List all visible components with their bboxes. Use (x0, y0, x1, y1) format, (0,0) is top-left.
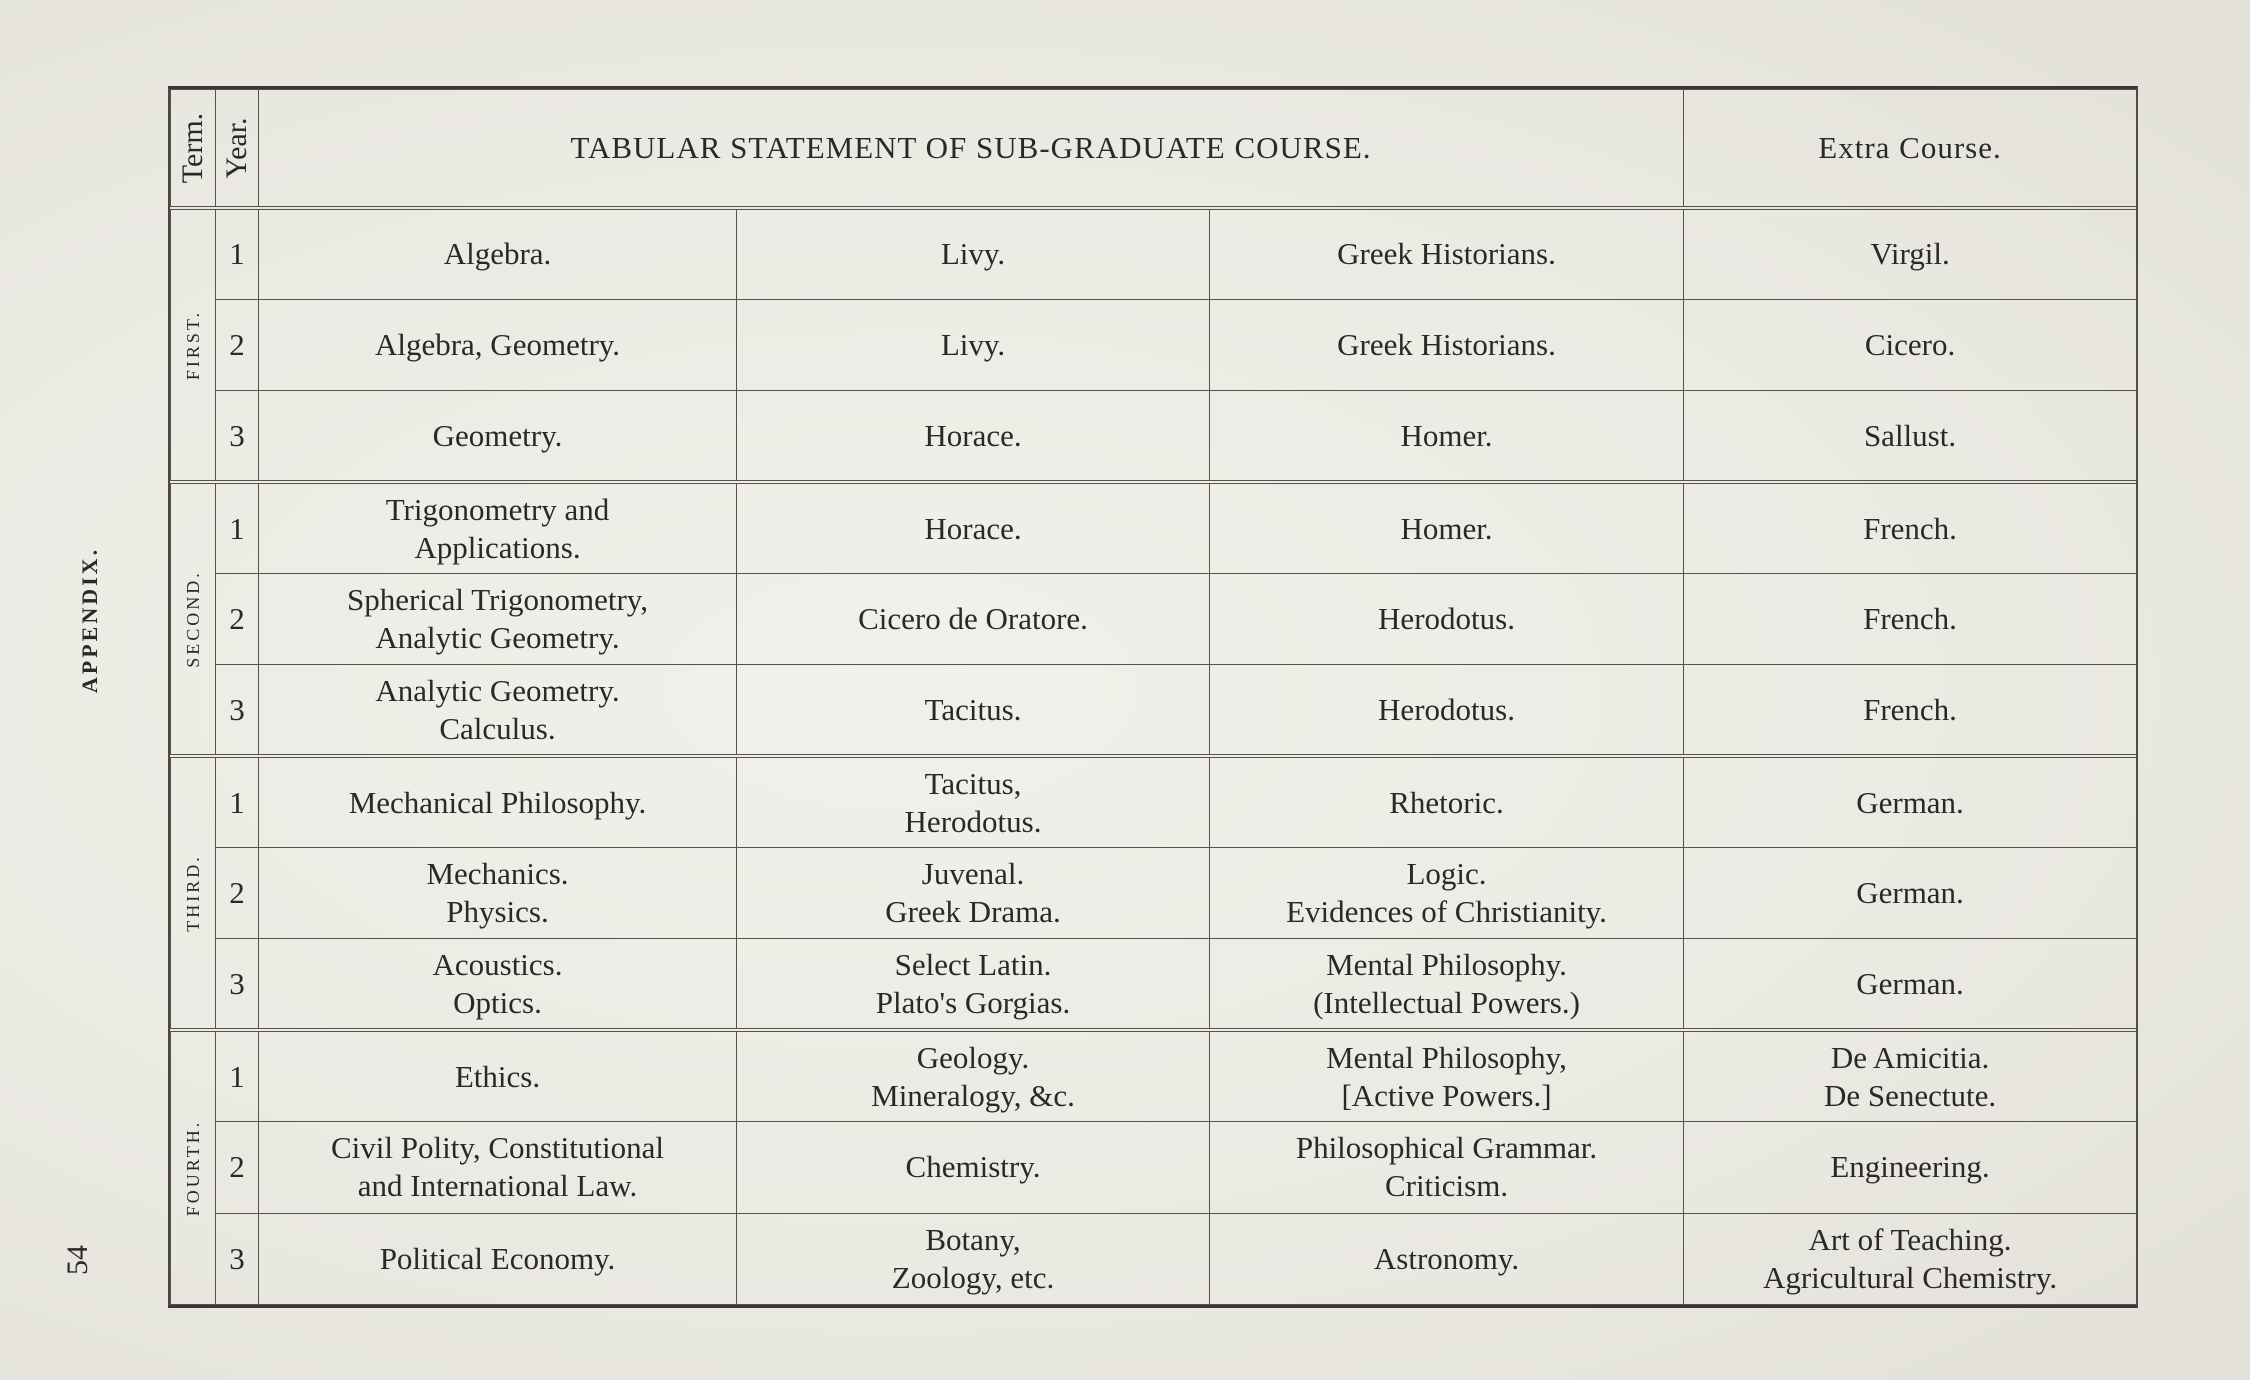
course-cell-a-line: Ethics. (454, 1058, 541, 1094)
term-cell (171, 756, 216, 1030)
course-cell-extra (1684, 299, 2137, 390)
course-cell-a (259, 939, 737, 1030)
course-cell-a-line: Geometry. (432, 417, 563, 453)
table-row (171, 1213, 2137, 1304)
table-header-row (171, 90, 2137, 208)
course-cell-extra-line: Cicero. (1864, 327, 1956, 363)
course-cell-a-line: Calculus. (439, 710, 556, 746)
course-cell-c-line: Evidences of Christianity. (1286, 894, 1607, 930)
course-cell-b (737, 1030, 1210, 1121)
running-head-appendix: APPENDIX. (77, 546, 102, 694)
course-cell-a (259, 208, 737, 299)
table-row (171, 1030, 2137, 1121)
course-cell-b (737, 1122, 1210, 1213)
course-cell-c (1210, 299, 1684, 390)
course-cell-b-line: Livy. (940, 327, 1006, 363)
course-cell-extra (1684, 208, 2137, 299)
course-cell-b (737, 208, 1210, 299)
course-cell-b (737, 391, 1210, 482)
course-cell-b (737, 1213, 1210, 1304)
course-cell-b-line: Botany, (925, 1221, 1021, 1257)
table-row (171, 1122, 2137, 1213)
table-row (171, 482, 2137, 573)
course-cell-a-line: Mechanics. (426, 856, 569, 892)
course-cell-b-line: Chemistry. (905, 1149, 1041, 1185)
course-cell-c-line: Homer. (1400, 510, 1493, 546)
course-cell-b-line: Tacitus, (924, 765, 1022, 801)
course-cell-extra (1684, 939, 2137, 1030)
course-cell-a-line: Algebra. (443, 236, 552, 272)
table-row (171, 848, 2137, 939)
course-cell-b-line: Horace. (924, 417, 1022, 453)
course-cell-b-line: Zoology, etc. (891, 1259, 1055, 1295)
course-cell-a-line: Mechanical Philosophy. (348, 784, 647, 820)
course-cell-extra-line: German. (1856, 784, 1964, 820)
course-cell-c (1210, 939, 1684, 1030)
year-cell: 3 (216, 665, 259, 756)
course-cell-c-line: Rhetoric. (1389, 784, 1504, 820)
course-cell-c-line: Mental Philosophy, (1326, 1039, 1567, 1075)
table-row (171, 756, 2137, 847)
extra-course-header: Extra Course. (1684, 90, 2137, 208)
course-cell-c-line: Philosophical Grammar. (1295, 1130, 1598, 1166)
course-cell-a-line: Spherical Trigonometry, (346, 582, 649, 618)
course-cell-c (1210, 756, 1684, 847)
course-cell-c (1210, 1030, 1684, 1121)
course-cell-c-line: Logic. (1406, 856, 1487, 892)
course-cell-a (259, 1030, 737, 1121)
course-cell-b-line: Tacitus. (924, 691, 1022, 727)
course-cell-c-line: Criticism. (1384, 1168, 1509, 1204)
course-cell-extra-line: Agricultural Chemistry. (1762, 1259, 2058, 1295)
term-header-cell (171, 90, 216, 208)
course-cell-extra-line: German. (1856, 875, 1964, 911)
table-row (171, 208, 2137, 299)
course-cell-b (737, 573, 1210, 664)
course-cell-a (259, 1122, 737, 1213)
year-cell: 2 (216, 848, 259, 939)
course-cell-a (259, 391, 737, 482)
course-cell-b-line: Mineralogy, &c. (871, 1077, 1075, 1113)
course-table-frame (168, 86, 2138, 1308)
table-row (171, 665, 2137, 756)
course-cell-extra (1684, 1213, 2137, 1304)
course-cell-extra (1684, 1030, 2137, 1121)
table-row (171, 391, 2137, 482)
course-cell-a (259, 573, 737, 664)
course-cell-b-line: Herodotus. (904, 803, 1042, 839)
course-cell-extra-line: Virgil. (1870, 236, 1950, 272)
course-cell-a-line: Analytic Geometry. (375, 620, 620, 656)
course-cell-b (737, 299, 1210, 390)
year-cell: 3 (216, 939, 259, 1030)
course-cell-b-line: Geology. (916, 1039, 1030, 1075)
course-cell-c (1210, 665, 1684, 756)
course-cell-a (259, 299, 737, 390)
course-cell-extra-line: German. (1856, 965, 1964, 1001)
course-cell-a-line: and International Law. (357, 1168, 638, 1204)
course-cell-a-line: Applications. (414, 529, 581, 565)
course-cell-a (259, 848, 737, 939)
course-cell-extra-line: French. (1863, 510, 1957, 546)
course-table-body (171, 90, 2137, 1305)
course-cell-b (737, 665, 1210, 756)
year-cell: 1 (216, 1030, 259, 1121)
course-cell-extra-line: Engineering. (1830, 1149, 1990, 1185)
course-cell-a-line: Political Economy. (379, 1240, 616, 1276)
year-header-cell (216, 90, 259, 208)
course-cell-c-line: Greek Historians. (1337, 327, 1556, 363)
course-cell-a (259, 756, 737, 847)
course-cell-extra (1684, 1122, 2137, 1213)
term-cell (171, 482, 216, 756)
course-cell-extra (1684, 391, 2137, 482)
course-cell-b-line: Plato's Gorgias. (875, 984, 1071, 1020)
table-row (171, 299, 2137, 390)
course-cell-c-line: Greek Historians. (1337, 236, 1556, 272)
course-cell-a-line: Acoustics. (432, 946, 563, 982)
year-cell: 3 (216, 1213, 259, 1304)
course-cell-c (1210, 848, 1684, 939)
course-cell-extra-line: De Senectute. (1823, 1077, 1997, 1113)
course-cell-a-line: Algebra, Geometry. (374, 327, 621, 363)
course-cell-a (259, 482, 737, 573)
course-cell-extra (1684, 848, 2137, 939)
table-row (171, 573, 2137, 664)
term-cell (171, 1030, 216, 1304)
course-cell-extra-line: Sallust. (1863, 417, 1957, 453)
course-cell-extra (1684, 665, 2137, 756)
course-cell-c-line: (Intellectual Powers.) (1313, 984, 1580, 1020)
course-cell-b (737, 939, 1210, 1030)
term-name: FIRST. (183, 309, 203, 381)
course-cell-a-line: Analytic Geometry. (375, 672, 620, 708)
course-table (170, 89, 2137, 1305)
course-cell-extra-line: French. (1863, 691, 1957, 727)
course-cell-a (259, 1213, 737, 1304)
table-title: TABULAR STATEMENT OF SUB-GRADUATE COURSE. (259, 90, 1684, 208)
year-cell: 2 (216, 573, 259, 664)
course-cell-a-line: Trigonometry and (385, 491, 610, 527)
course-cell-c (1210, 573, 1684, 664)
course-cell-c (1210, 482, 1684, 573)
course-cell-c-line: Astronomy. (1373, 1240, 1520, 1276)
course-cell-b-line: Greek Drama. (885, 894, 1061, 930)
course-cell-c (1210, 208, 1684, 299)
course-cell-b (737, 482, 1210, 573)
course-cell-extra-line: French. (1863, 601, 1957, 637)
course-cell-a-line: Physics. (446, 894, 549, 930)
page-number: 54 (61, 1245, 94, 1275)
year-cell: 1 (216, 756, 259, 847)
course-cell-b-line: Select Latin. (894, 946, 1052, 982)
course-cell-c (1210, 1122, 1684, 1213)
course-cell-c (1210, 391, 1684, 482)
year-cell: 2 (216, 1122, 259, 1213)
course-cell-c-line: Herodotus. (1378, 601, 1515, 637)
course-cell-c (1210, 1213, 1684, 1304)
course-cell-b (737, 756, 1210, 847)
year-cell: 2 (216, 299, 259, 390)
term-name: THIRD. (183, 854, 203, 933)
course-cell-extra (1684, 573, 2137, 664)
course-cell-c-line: [Active Powers.] (1341, 1077, 1552, 1113)
term-cell (171, 208, 216, 482)
course-cell-a (259, 665, 737, 756)
course-cell-extra-line: Art of Teaching. (1808, 1221, 2012, 1257)
table-row (171, 939, 2137, 1030)
course-cell-extra (1684, 482, 2137, 573)
course-cell-extra (1684, 756, 2137, 847)
year-cell: 1 (216, 208, 259, 299)
course-cell-c-line: Herodotus. (1378, 691, 1515, 727)
course-cell-a-line: Optics. (453, 984, 542, 1020)
course-cell-extra-line: De Amicitia. (1830, 1039, 1990, 1075)
course-cell-b-line: Livy. (940, 236, 1006, 272)
term-header: Term. (176, 112, 209, 184)
course-cell-b-line: Horace. (924, 510, 1022, 546)
course-cell-c-line: Mental Philosophy. (1326, 946, 1567, 982)
course-cell-c-line: Homer. (1400, 417, 1493, 453)
term-name: SECOND. (183, 570, 203, 668)
course-cell-b (737, 848, 1210, 939)
term-name: FOURTH. (183, 1119, 203, 1217)
year-cell: 3 (216, 391, 259, 482)
course-cell-b-line: Juvenal. (921, 856, 1025, 892)
year-header: Year. (220, 117, 253, 179)
course-cell-a-line: Civil Polity, Constitutional (330, 1130, 664, 1166)
year-cell: 1 (216, 482, 259, 573)
course-cell-b-line: Cicero de Oratore. (858, 601, 1088, 637)
